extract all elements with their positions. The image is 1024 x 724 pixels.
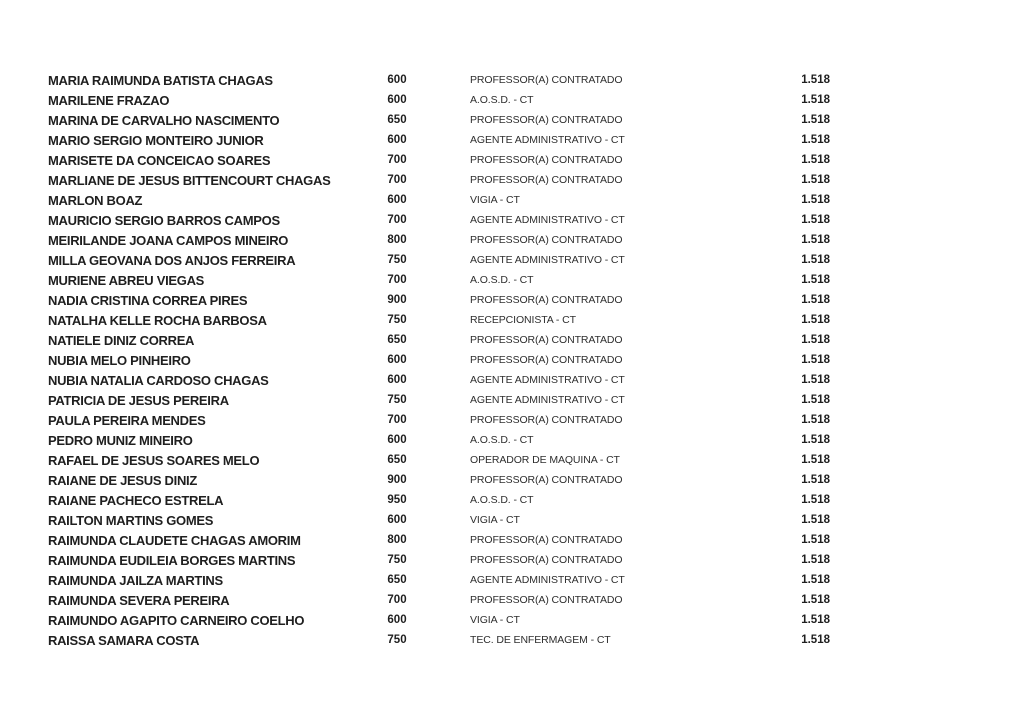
employee-amount: 1.518 [801, 74, 830, 86]
employee-name: RAIMUNDA CLAUDETE CHAGAS AMORIM [48, 532, 301, 548]
table-row [48, 350, 830, 370]
employee-name: MARIO SERGIO MONTEIRO JUNIOR [48, 132, 264, 148]
table-row [48, 610, 830, 630]
employee-role: PROFESSOR(A) CONTRATADO [470, 594, 623, 606]
table-row [48, 270, 830, 290]
employee-role: PROFESSOR(A) CONTRATADO [470, 474, 623, 486]
employee-role: PROFESSOR(A) CONTRATADO [470, 234, 623, 246]
employee-role: AGENTE ADMINISTRATIVO - CT [470, 254, 625, 266]
employee-amount: 1.518 [801, 394, 830, 406]
employee-value: 700 [387, 274, 407, 286]
employee-name: RAIMUNDA EUDILEIA BORGES MARTINS [48, 552, 296, 568]
employee-value: 600 [387, 354, 407, 366]
employee-amount: 1.518 [801, 274, 830, 286]
employee-table [48, 70, 830, 650]
employee-role: PROFESSOR(A) CONTRATADO [470, 174, 623, 186]
employee-value: 650 [387, 574, 407, 586]
employee-name: PEDRO MUNIZ MINEIRO [48, 432, 193, 448]
employee-value: 600 [387, 74, 407, 86]
employee-value: 800 [387, 534, 407, 546]
employee-name: NUBIA NATALIA CARDOSO CHAGAS [48, 372, 269, 388]
employee-role: PROFESSOR(A) CONTRATADO [470, 354, 623, 366]
employee-value: 650 [387, 334, 407, 346]
table-row [48, 570, 830, 590]
employee-name: MAURICIO SERGIO BARROS CAMPOS [48, 212, 280, 228]
employee-value: 750 [387, 554, 407, 566]
employee-name: RAIMUNDA JAILZA MARTINS [48, 572, 223, 588]
employee-name: PATRICIA DE JESUS PEREIRA [48, 392, 229, 408]
employee-role: PROFESSOR(A) CONTRATADO [470, 74, 623, 86]
employee-amount: 1.518 [801, 314, 830, 326]
employee-name: NATALHA KELLE ROCHA BARBOSA [48, 312, 267, 328]
employee-amount: 1.518 [801, 454, 830, 466]
table-row [48, 170, 830, 190]
employee-amount: 1.518 [801, 434, 830, 446]
table-row [48, 310, 830, 330]
employee-name: RAIMUNDO AGAPITO CARNEIRO COELHO [48, 612, 305, 628]
employee-name: MILLA GEOVANA DOS ANJOS FERREIRA [48, 252, 296, 268]
employee-amount: 1.518 [801, 574, 830, 586]
table-row [48, 490, 830, 510]
employee-value: 700 [387, 154, 407, 166]
employee-role: PROFESSOR(A) CONTRATADO [470, 114, 623, 126]
employee-amount: 1.518 [801, 554, 830, 566]
employee-amount: 1.518 [801, 214, 830, 226]
table-row [48, 230, 830, 250]
employee-amount: 1.518 [801, 614, 830, 626]
employee-value: 750 [387, 634, 407, 646]
employee-name: RAISSA SAMARA COSTA [48, 632, 200, 648]
employee-role: PROFESSOR(A) CONTRATADO [470, 534, 623, 546]
table-row [48, 450, 830, 470]
employee-value: 750 [387, 314, 407, 326]
employee-name: RAIANE PACHECO ESTRELA [48, 492, 224, 508]
employee-value: 700 [387, 594, 407, 606]
employee-amount: 1.518 [801, 534, 830, 546]
employee-amount: 1.518 [801, 254, 830, 266]
employee-value: 650 [387, 114, 407, 126]
table-row [48, 430, 830, 450]
employee-amount: 1.518 [801, 494, 830, 506]
table-row [48, 550, 830, 570]
employee-amount: 1.518 [801, 134, 830, 146]
employee-role: PROFESSOR(A) CONTRATADO [470, 154, 623, 166]
employee-role: PROFESSOR(A) CONTRATADO [470, 554, 623, 566]
table-row [48, 110, 830, 130]
employee-amount: 1.518 [801, 194, 830, 206]
employee-role: AGENTE ADMINISTRATIVO - CT [470, 214, 625, 226]
employee-value: 750 [387, 394, 407, 406]
employee-value: 700 [387, 414, 407, 426]
table-row [48, 150, 830, 170]
employee-name: MARLON BOAZ [48, 192, 143, 208]
employee-role: PROFESSOR(A) CONTRATADO [470, 414, 623, 426]
table-row [48, 370, 830, 390]
employee-value: 600 [387, 434, 407, 446]
employee-role: A.O.S.D. - CT [470, 494, 534, 506]
employee-name: MARISETE DA CONCEICAO SOARES [48, 152, 271, 168]
table-row [48, 290, 830, 310]
employee-name: MURIENE ABREU VIEGAS [48, 272, 205, 288]
employee-role: AGENTE ADMINISTRATIVO - CT [470, 134, 625, 146]
employee-value: 600 [387, 134, 407, 146]
table-row [48, 210, 830, 230]
employee-name: MEIRILANDE JOANA CAMPOS MINEIRO [48, 232, 289, 248]
employee-value: 800 [387, 234, 407, 246]
table-row [48, 590, 830, 610]
employee-amount: 1.518 [801, 474, 830, 486]
table-row [48, 630, 830, 650]
employee-value: 600 [387, 614, 407, 626]
employee-amount: 1.518 [801, 154, 830, 166]
employee-role: VIGIA - CT [470, 194, 520, 206]
table-row [48, 470, 830, 490]
employee-name: MARIA RAIMUNDA BATISTA CHAGAS [48, 72, 273, 88]
employee-value: 600 [387, 194, 407, 206]
employee-value: 900 [387, 474, 407, 486]
employee-value: 600 [387, 374, 407, 386]
employee-amount: 1.518 [801, 374, 830, 386]
employee-role: AGENTE ADMINISTRATIVO - CT [470, 574, 625, 586]
employee-role: A.O.S.D. - CT [470, 94, 534, 106]
employee-name: RAIMUNDA SEVERA PEREIRA [48, 592, 230, 608]
employee-amount: 1.518 [801, 114, 830, 126]
employee-value: 950 [387, 494, 407, 506]
employee-name: MARLIANE DE JESUS BITTENCOURT CHAGAS [48, 172, 331, 188]
employee-role: AGENTE ADMINISTRATIVO - CT [470, 394, 625, 406]
table-row [48, 250, 830, 270]
employee-amount: 1.518 [801, 294, 830, 306]
employee-amount: 1.518 [801, 94, 830, 106]
employee-amount: 1.518 [801, 234, 830, 246]
employee-amount: 1.518 [801, 354, 830, 366]
table-row [48, 390, 830, 410]
employee-amount: 1.518 [801, 334, 830, 346]
employee-role: VIGIA - CT [470, 514, 520, 526]
employee-role: AGENTE ADMINISTRATIVO - CT [470, 374, 625, 386]
employee-amount: 1.518 [801, 414, 830, 426]
employee-value: 600 [387, 514, 407, 526]
employee-amount: 1.518 [801, 514, 830, 526]
employee-value: 650 [387, 454, 407, 466]
employee-name: NADIA CRISTINA CORREA PIRES [48, 292, 248, 308]
employee-name: NATIELE DINIZ CORREA [48, 332, 195, 348]
employee-role: TEC. DE ENFERMAGEM - CT [470, 634, 611, 646]
employee-role: A.O.S.D. - CT [470, 274, 534, 286]
employee-value: 700 [387, 174, 407, 186]
employee-amount: 1.518 [801, 594, 830, 606]
employee-name: MARINA DE CARVALHO NASCIMENTO [48, 112, 280, 128]
table-row [48, 190, 830, 210]
employee-role: RECEPCIONISTA - CT [470, 314, 576, 326]
table-row [48, 410, 830, 430]
table-row [48, 70, 830, 90]
employee-value: 750 [387, 254, 407, 266]
table-row [48, 130, 830, 150]
employee-name: RAIANE DE JESUS DINIZ [48, 472, 198, 488]
employee-role: PROFESSOR(A) CONTRATADO [470, 294, 623, 306]
employee-role: PROFESSOR(A) CONTRATADO [470, 334, 623, 346]
employee-name: PAULA PEREIRA MENDES [48, 412, 206, 428]
employee-amount: 1.518 [801, 174, 830, 186]
table-row [48, 530, 830, 550]
employee-role: OPERADOR DE MAQUINA - CT [470, 454, 620, 466]
table-row [48, 330, 830, 350]
employee-value: 900 [387, 294, 407, 306]
table-row [48, 90, 830, 110]
employee-role: A.O.S.D. - CT [470, 434, 534, 446]
employee-role: VIGIA - CT [470, 614, 520, 626]
employee-name: RAFAEL DE JESUS SOARES MELO [48, 452, 260, 468]
employee-value: 700 [387, 214, 407, 226]
employee-amount: 1.518 [801, 634, 830, 646]
employee-name: RAILTON MARTINS GOMES [48, 512, 214, 528]
employee-value: 600 [387, 94, 407, 106]
employee-name: MARILENE FRAZAO [48, 92, 170, 108]
employee-name: NUBIA MELO PINHEIRO [48, 352, 191, 368]
table-row [48, 510, 830, 530]
